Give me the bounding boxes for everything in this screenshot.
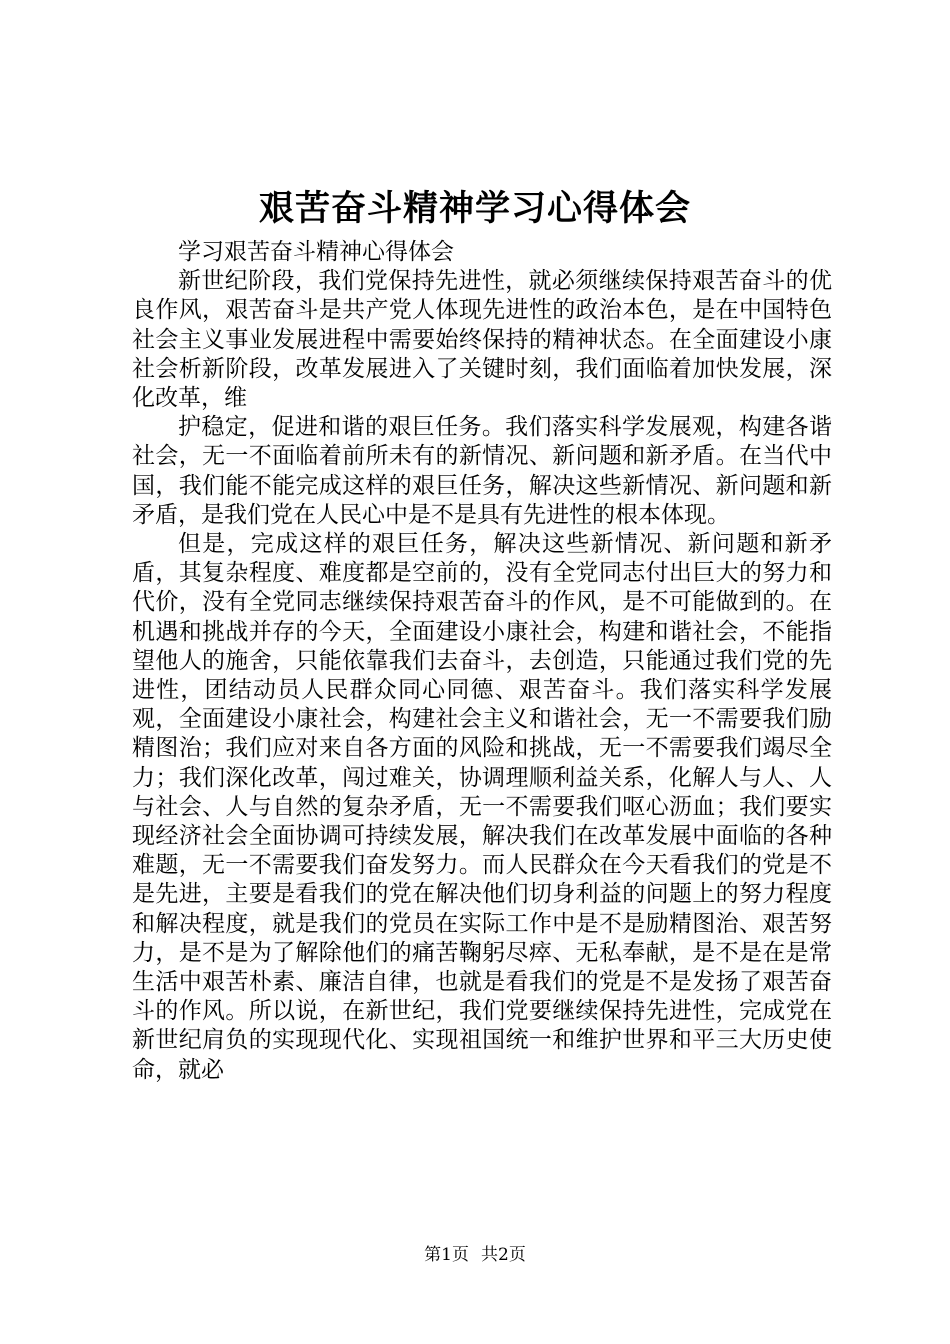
document-body <box>132 238 832 1085</box>
page-number: 第1页 <box>424 1245 469 1265</box>
page-footer <box>0 1244 950 1266</box>
paragraph-subtitle: 学习艰苦奋斗精神心得体会 <box>178 239 454 265</box>
page-total: 共2页 <box>481 1245 526 1265</box>
paragraph: 护稳定，促进和谐的艰巨任务。我们落实科学发展观，构建各谐社会，无一不面临着前所未有的新情况、新问题和新矛盾。在当代中国，我们能不能完成这样的艰巨任务，解决这些新情况、新问题和新矛盾，是我们党在人民心中是不是具有先进性的根本体现。 <box>132 414 832 528</box>
paragraph: 但是，完成这样的艰巨任务，解决这些新情况、新问题和新矛盾，其复杂程度、难度都是空前的，没有全党同志付出巨大的努力和代价，没有全党同志继续保持艰苦奋斗的作风，是不可能做到的。在机遇和挑战并存的今天，全面建设小康社会，构建和谐社会，不能指望他人的施舍，只能依靠我们去奋斗，去创造，只能通过我们党的先进性，团结动员人民群众同心同德、艰苦奋斗。我们落实科学发展观，全面建设小康社会，构建社会主义和谐社会，无一不需要我们励精图治；我们应对来自各方面的风险和挑战，无一不需要我们竭尽全力；我们深化改革，闯过难关，协调理顺利益关系，化解人与人、人与社会、人与自然的复杂矛盾，无一不需要我们呕心沥血；我们要实现经济社会全面协调可持续发展，解决我们在改革发展中面临的各种难题，无一不需要我们奋发努力。而人民群众在今天看我们的党是不是先进，主要是看我们的党在解决他们切身利益的问题上的努力程度和解决程度，就是我们的党员在实际工作中是不是励精图治、艰苦努力，是不是为了解除他们的痛苦鞠躬尽瘁、无私奉献，是不是在是常生活中艰苦朴素、廉洁自律，也就是看我们的党是不是发扬了艰苦奋斗的作风。所以说，在新世纪，我们党要继续保持先进性，完成党在新世纪肩负的实现现代化、实现祖国统一和维护世界和平三大历史使命，就必 <box>132 531 832 1083</box>
document-title: 艰苦奋斗精神学习心得体会 <box>258 188 691 229</box>
paragraph: 新世纪阶段，我们党保持先进性，就必须继续保持艰苦奋斗的优良作风，艰苦奋斗是共产党人体现先进性的政治本色，是在中国特色社会主义事业发展进程中需要始终保持的精神状态。在全面建设小康社会析新阶段，改革发展进入了关键时刻，我们面临着加快发展，深化改革，维 <box>132 268 832 412</box>
